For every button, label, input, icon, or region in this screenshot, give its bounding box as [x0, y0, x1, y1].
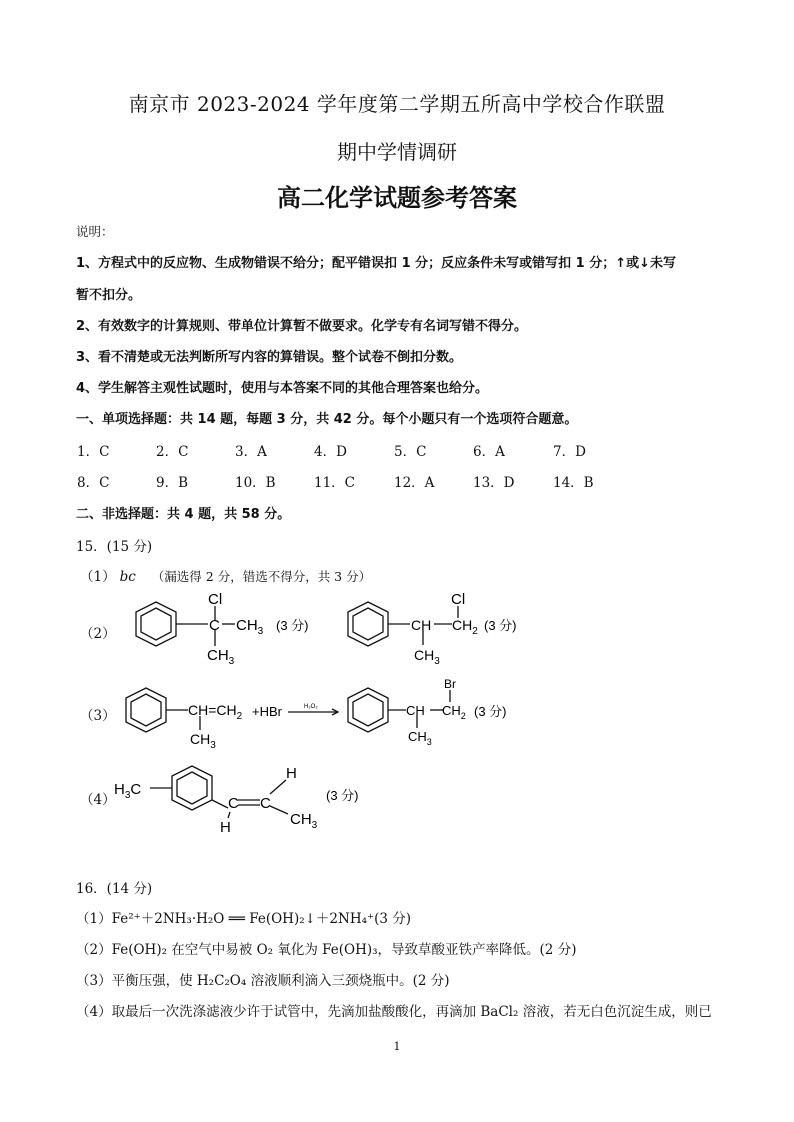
group-ch: CH: [411, 617, 432, 633]
reaction-hbr-addition: [110, 672, 530, 752]
group-ch3: $CH_3$: [290, 811, 318, 831]
section1-heading: 一、单项选择题：共 14 题，每题 3 分，共 42 分。每个小题只有一个选项符合题意。: [76, 412, 578, 427]
page-number: 1: [393, 1040, 401, 1053]
note-4: 4、学生解答主观性试题时，使用与本答案不同的其他合理答案也给分。: [76, 381, 489, 396]
atom-cl: Cl: [451, 591, 466, 608]
q15-part3-label: （3）: [80, 708, 116, 724]
q16-part3: （3）平衡压强，使 H₂C₂O₄ 溶液顺利滴入三颈烧瓶中。(2 分): [76, 973, 450, 989]
q16-part4: （4）取最后一次洗涤滤液少许于试管中，先滴加盐酸酸化，再滴加 BaCl₂ 溶液，若无白色沉淀生成，则已: [76, 1004, 712, 1020]
answer-item: 2．C: [156, 444, 189, 460]
structure-2-chloro-2-phenylpropane: [120, 590, 330, 670]
q16-part1: （1）Fe²⁺＋2NH₃·H₂O ══ Fe(OH)₂↓＋2NH₄⁺(3 分): [76, 911, 412, 927]
answer-item: 3．A: [235, 444, 267, 460]
group-ch3: $CH_3$: [236, 617, 264, 637]
group-ch2: $CH_2$: [452, 617, 478, 637]
q16-part2: （2）Fe(OH)₂ 在空气中易被 O₂ 氧化为 Fe(OH)₃，导致草酸亚铁产率降低。(2 分): [76, 942, 577, 958]
answer-item: 9．B: [156, 475, 189, 491]
group-ch2: $CH_2$: [442, 703, 466, 721]
atom-cl: Cl: [208, 591, 223, 608]
atom-h: H: [286, 765, 297, 782]
q15-heading: 15．(15 分): [76, 539, 153, 555]
structure-1-chloro-2-phenylpropane: [332, 590, 542, 670]
q15-part1: （1） bc （漏选得 2 分，错选不得分，共 3 分）: [80, 569, 372, 585]
answer-item: 11．C: [314, 475, 356, 491]
group-ch-eq-ch2: $CH=CH_2$: [188, 702, 243, 722]
group-h3c: $H_3C$: [114, 781, 142, 801]
note-1a: 1、方程式中的反应物、生成物错误不给分；配平错误扣 1 分；反应条件未写或错写扣 1 分；↑或↓未写: [76, 256, 677, 271]
answer-item: 5．C: [394, 444, 427, 460]
atom-h: H: [220, 819, 231, 836]
answer-item: 6．A: [473, 444, 505, 460]
answer-item: 1．C: [77, 444, 110, 460]
group-ch3: $CH_3$: [190, 731, 216, 751]
answer-item: 8．C: [77, 475, 110, 491]
q15-part4-label: （4）: [80, 792, 116, 808]
answer-item: 7．D: [553, 444, 586, 460]
answer-item: 13．D: [473, 475, 515, 491]
exam-title-line2: 期中学情调研: [337, 140, 457, 164]
atom-c: C: [209, 617, 220, 634]
score: (3 分): [484, 618, 517, 633]
notes-label: 说明：: [76, 224, 114, 239]
group-ch3: $CH_3$: [414, 647, 440, 667]
group-ch: CH: [406, 703, 425, 718]
exam-title-line1: 南京市 2023-2024 学年度第二学期五所高中学校合作联盟: [128, 92, 666, 116]
group-ch3: $CH_3$: [207, 647, 235, 667]
note-2: 2、有效数字的计算规则、带单位计算暂不做要求。化学专有名词写错不得分。: [76, 319, 528, 334]
atom-c: C: [260, 795, 271, 812]
group-ch3: $CH_3$: [408, 729, 432, 747]
q16-heading: 16．(14 分): [76, 881, 153, 897]
answer-item: 14．B: [553, 475, 594, 491]
answer-item: 4．D: [314, 444, 347, 460]
reagent-hbr: +HBr: [252, 704, 282, 719]
q15-part2-label: （2）: [80, 626, 116, 642]
reaction-condition: H₂O₂: [304, 704, 318, 710]
answer-key-title: 高二化学试题参考答案: [277, 184, 517, 212]
structure-trans-methylstyrene: [110, 756, 390, 836]
atom-c: C: [228, 795, 239, 812]
score: (3 分): [276, 618, 309, 633]
atom-br: Br: [444, 677, 456, 691]
note-3: 3、看不清楚或无法判断所写内容的算错误。整个试卷不倒扣分数。: [76, 350, 463, 365]
section2-heading: 二、非选择题：共 4 题，共 58 分。: [76, 507, 291, 522]
score: (3 分): [474, 704, 507, 719]
note-1b: 暂不扣分。: [76, 288, 142, 303]
answer-item: 12．A: [394, 475, 435, 491]
answer-item: 10．B: [235, 475, 276, 491]
score: (3 分): [326, 788, 359, 803]
